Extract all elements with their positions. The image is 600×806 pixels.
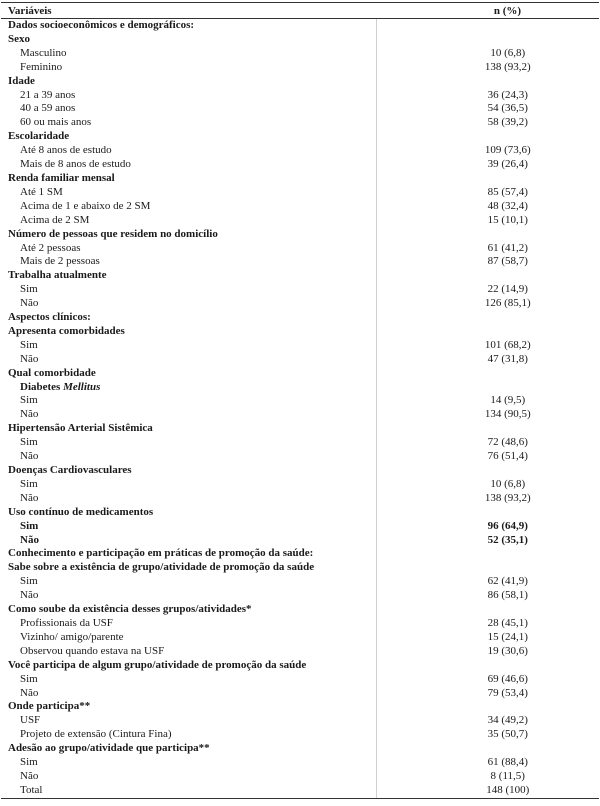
row-value — [376, 311, 599, 325]
row-value: 14 (9,5) — [490, 394, 526, 407]
row-value: 61 (41,2) — [487, 241, 528, 254]
row-label: Feminino — [1, 61, 376, 75]
table-row — [1, 200, 599, 214]
row-label: Não — [1, 687, 376, 701]
row-label: Não — [1, 408, 376, 422]
table-row — [1, 130, 599, 144]
table-row — [1, 283, 599, 297]
table-row — [1, 742, 599, 756]
row-value: 8 (11,5) — [490, 769, 525, 782]
table-row — [1, 714, 599, 728]
row-label: Sim — [1, 436, 376, 450]
row-value: 76 (51,4) — [487, 450, 528, 463]
row-value: 61 (88,4) — [487, 756, 528, 769]
row-value — [376, 547, 599, 561]
table-row — [1, 311, 599, 325]
row-value — [376, 269, 599, 283]
row-value: 36 (24,3) — [487, 88, 528, 101]
table-row — [1, 534, 599, 548]
table-row — [1, 784, 599, 798]
table-header — [1, 3, 599, 19]
table-row — [1, 506, 599, 520]
table-row — [1, 186, 599, 200]
row-label: Masculino — [1, 47, 376, 61]
row-label: Sabe sobre a existência de grupo/atividade de promoção da saúde — [1, 561, 376, 575]
table-row — [1, 575, 599, 589]
row-value: 48 (32,4) — [487, 199, 528, 212]
row-label: Como soube da existência desses grupos/atividades* — [1, 603, 376, 617]
row-label: Sim — [1, 339, 376, 353]
row-label: Sim — [1, 283, 376, 297]
row-value: 19 (30,6) — [487, 644, 528, 657]
row-value — [376, 367, 599, 381]
row-label: Profissionais da USF — [1, 617, 376, 631]
row-label: Número de pessoas que residem no domicílio — [1, 228, 376, 242]
row-label: Aspectos clínicos: — [1, 311, 376, 325]
row-value: 126 (85,1) — [484, 297, 531, 310]
row-value — [376, 228, 599, 242]
row-label: 60 ou mais anos — [1, 116, 376, 130]
row-value — [376, 603, 599, 617]
row-label: Não — [1, 297, 376, 311]
table-row — [1, 561, 599, 575]
row-value: 148 (100) — [376, 784, 599, 798]
table-row — [1, 144, 599, 158]
row-label: Sim — [1, 575, 376, 589]
row-value — [376, 130, 599, 144]
table-row — [1, 61, 599, 75]
header-variables: Variáveis — [1, 3, 376, 19]
table-row — [1, 214, 599, 228]
row-label: USF — [1, 714, 376, 728]
table-row — [1, 673, 599, 687]
row-value — [376, 381, 599, 395]
table-row — [1, 700, 599, 714]
table-row — [1, 339, 599, 353]
table-row — [1, 547, 599, 561]
table-row — [1, 242, 599, 256]
row-value — [376, 325, 599, 339]
row-label: Apresenta comorbidades — [1, 325, 376, 339]
row-value: 134 (90,5) — [484, 408, 531, 421]
row-label: Idade — [1, 75, 376, 89]
table-row — [1, 617, 599, 631]
table-row — [1, 589, 599, 603]
table-row — [1, 603, 599, 617]
row-value: 34 (49,2) — [487, 714, 528, 727]
row-label: Sim — [1, 478, 376, 492]
row-label: Não — [1, 353, 376, 367]
row-value — [376, 422, 599, 436]
table-row — [1, 728, 599, 742]
row-label: Até 2 pessoas — [1, 242, 376, 256]
row-value — [376, 700, 599, 714]
row-value — [376, 75, 599, 89]
data-table — [1, 2, 599, 799]
row-label: Projeto de extensão (Cintura Fina) — [1, 728, 376, 742]
row-label: Não — [1, 770, 376, 784]
row-label: Acima de 2 SM — [1, 214, 376, 228]
row-label: Uso contínuo de medicamentos — [1, 506, 376, 520]
row-value: 86 (58,1) — [487, 589, 528, 602]
row-value: 85 (57,4) — [487, 185, 528, 198]
table-row — [1, 325, 599, 339]
row-value: 10 (6,8) — [490, 46, 526, 59]
table-row — [1, 770, 599, 784]
header-n-percent: n (%) — [376, 3, 599, 19]
table-body — [1, 19, 599, 799]
table-row — [1, 645, 599, 659]
row-value: 138 (93,2) — [484, 60, 531, 73]
row-label: Doenças Cardiovasculares — [1, 464, 376, 478]
row-value: 15 (10,1) — [487, 213, 528, 226]
row-value — [376, 506, 599, 520]
row-value: 15 (24,1) — [487, 630, 528, 643]
data-table-container — [1, 2, 599, 799]
row-value — [376, 659, 599, 673]
table-row — [1, 422, 599, 436]
row-value — [376, 464, 599, 478]
table-row — [1, 102, 599, 116]
table-row — [1, 492, 599, 506]
table-row — [1, 367, 599, 381]
row-label: Conhecimento e participação em práticas de promoção da saúde: — [1, 547, 376, 561]
row-label: Adesão ao grupo/atividade que participa** — [1, 742, 376, 756]
row-label: Até 1 SM — [1, 186, 376, 200]
row-value: 54 (36,5) — [487, 102, 528, 115]
row-label: Acima de 1 e abaixo de 2 SM — [1, 200, 376, 214]
table-row — [1, 33, 599, 47]
table-row — [1, 89, 599, 103]
row-label: 40 a 59 anos — [1, 102, 376, 116]
row-label: Renda familiar mensal — [1, 172, 376, 186]
row-value: 58 (39,2) — [487, 116, 528, 129]
row-value — [376, 33, 599, 47]
row-label: Qual comorbidade — [1, 367, 376, 381]
row-label: Trabalha atualmente — [1, 269, 376, 283]
row-label-text: Diabetes Mellitus — [20, 380, 101, 393]
row-value: 39 (26,4) — [487, 158, 528, 171]
row-label: Sim — [1, 520, 376, 534]
row-label: Hipertensão Arterial Sistêmica — [1, 422, 376, 436]
row-label: Sim — [1, 673, 376, 687]
row-value: 10 (6,8) — [490, 477, 526, 490]
row-label: Dados socioeconômicos e demográficos: — [1, 19, 376, 33]
row-value: 69 (46,6) — [487, 672, 528, 685]
table-row — [1, 631, 599, 645]
table-row — [1, 394, 599, 408]
table-row — [1, 228, 599, 242]
table-row — [1, 116, 599, 130]
row-label: Mais de 2 pessoas — [1, 255, 376, 269]
table-row — [1, 408, 599, 422]
row-label: Não — [1, 534, 376, 548]
row-label: Escolaridade — [1, 130, 376, 144]
table-row — [1, 520, 599, 534]
row-value: 52 (35,1) — [487, 533, 528, 546]
table-row — [1, 47, 599, 61]
row-value: 101 (68,2) — [484, 338, 531, 351]
row-label: Sim — [1, 394, 376, 408]
table-row — [1, 436, 599, 450]
row-value — [376, 19, 599, 33]
row-label: Até 8 anos de estudo — [1, 144, 376, 158]
row-value: 62 (41,9) — [487, 575, 528, 588]
row-value: 47 (31,8) — [487, 352, 528, 365]
row-value — [376, 742, 599, 756]
row-label: Não — [1, 589, 376, 603]
row-label: Não — [1, 450, 376, 464]
table-row — [1, 687, 599, 701]
row-label: Vizinho/ amigo/parente — [1, 631, 376, 645]
table-row — [1, 172, 599, 186]
table-row — [1, 478, 599, 492]
row-value: 79 (53,4) — [487, 686, 528, 699]
row-value: 22 (14,9) — [487, 283, 528, 296]
row-value — [376, 172, 599, 186]
row-label: Observou quando estava na USF — [1, 645, 376, 659]
table-row — [1, 353, 599, 367]
table-row — [1, 297, 599, 311]
row-label: Sim — [1, 756, 376, 770]
row-value — [376, 561, 599, 575]
table-row — [1, 464, 599, 478]
table-row — [1, 269, 599, 283]
row-value: 138 (93,2) — [484, 491, 531, 504]
row-value: 72 (48,6) — [487, 436, 528, 449]
row-label: Mais de 8 anos de estudo — [1, 158, 376, 172]
row-value: 87 (58,7) — [487, 255, 528, 268]
row-value: 28 (45,1) — [487, 616, 528, 629]
table-row — [1, 19, 599, 33]
table-row — [1, 756, 599, 770]
row-label: Sexo — [1, 33, 376, 47]
table-row — [1, 255, 599, 269]
row-label: Você participa de algum grupo/atividade de promoção da saúde — [1, 659, 376, 673]
table-row — [1, 381, 599, 395]
row-label — [1, 381, 376, 395]
row-label: Onde participa** — [1, 700, 376, 714]
table-row — [1, 158, 599, 172]
table-row — [1, 450, 599, 464]
header-row — [1, 3, 599, 19]
row-label: Total — [1, 784, 376, 798]
row-value: 96 (64,9) — [487, 519, 528, 532]
row-value: 35 (50,7) — [487, 728, 528, 741]
row-value: 109 (73,6) — [484, 144, 531, 157]
row-label: Não — [1, 492, 376, 506]
table-row — [1, 659, 599, 673]
table-row — [1, 75, 599, 89]
row-label: 21 a 39 anos — [1, 89, 376, 103]
